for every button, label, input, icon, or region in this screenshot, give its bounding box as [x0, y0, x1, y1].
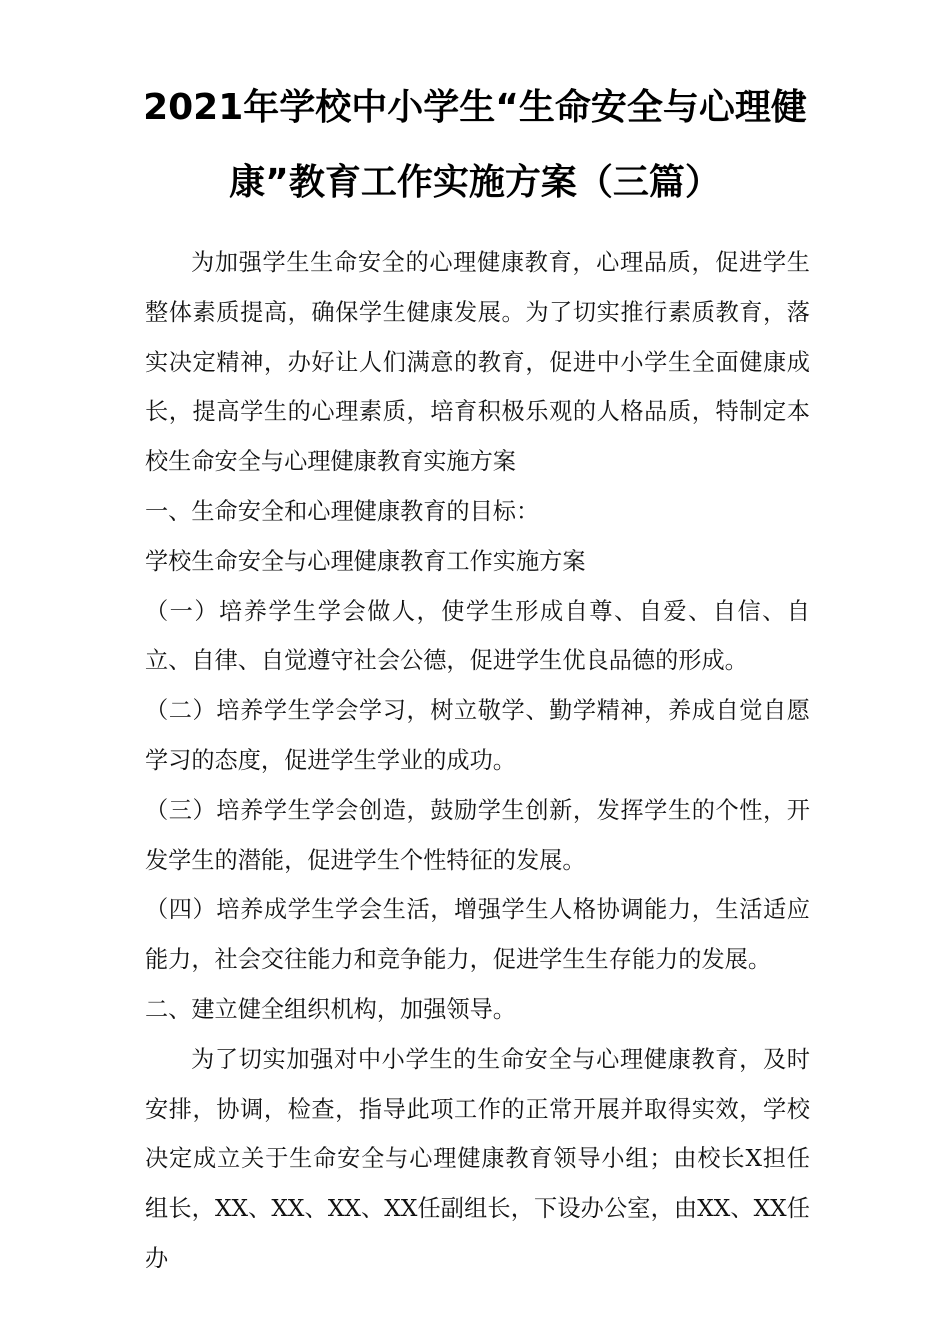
goal-item-1: （一）培养学生学会做人，使学生形成自尊、自爱、自信、自立、自律、自觉遵守社会公德，促进学生优良品德的形成。	[145, 597, 810, 675]
intro-paragraph: 为加强学生生命安全的心理健康教育，心理品质，促进学生整体素质提高，确保学生健康发展。为了切实推行素质教育，落实决定精神，办好让人们满意的教育，促进中小学生全面健康成长，提高学生的心理素质，培育积极乐观的人格品质，特制定本校生命安全与心理健康教育实施方案	[145, 249, 810, 476]
document-body	[145, 238, 810, 1284]
document-title-line-2: 康”教育工作实施方案（三篇）	[229, 162, 721, 203]
organization-paragraph: 为了切实加强对中小学生的生命安全与心理健康教育，及时安排，协调，检查，指导此项工作的正常开展并取得实效，学校决定成立关于生命安全与心理健康教育领导小组；由校长X担任组长，XX、XX、XX、XX任副组长，下设办公室，由XX、XX任办	[145, 1045, 810, 1272]
goal-item-4: （四）培养成学生学会生活，增强学生人格协调能力，生活适应能力，社会交往能力和竞争能力，促进学生生存能力的发展。	[145, 896, 810, 974]
section-heading-2: 二、建立健全组织机构，加强领导。	[145, 995, 516, 1023]
section-heading-1: 一、生命安全和心理健康教育的目标：	[145, 497, 540, 525]
section-subtitle: 学校生命安全与心理健康教育工作实施方案	[145, 547, 586, 575]
goal-item-3: （三）培养学生学会创造，鼓励学生创新，发挥学生的个性，开发学生的潜能，促进学生个性特征的发展。	[145, 796, 810, 874]
document-title-line-1: 2021年学校中小学生“生命安全与心理健	[143, 87, 807, 128]
goal-item-2: （二）培养学生学会学习，树立敬学、勤学精神，养成自觉自愿学习的态度，促进学生学业的成功。	[145, 697, 810, 774]
